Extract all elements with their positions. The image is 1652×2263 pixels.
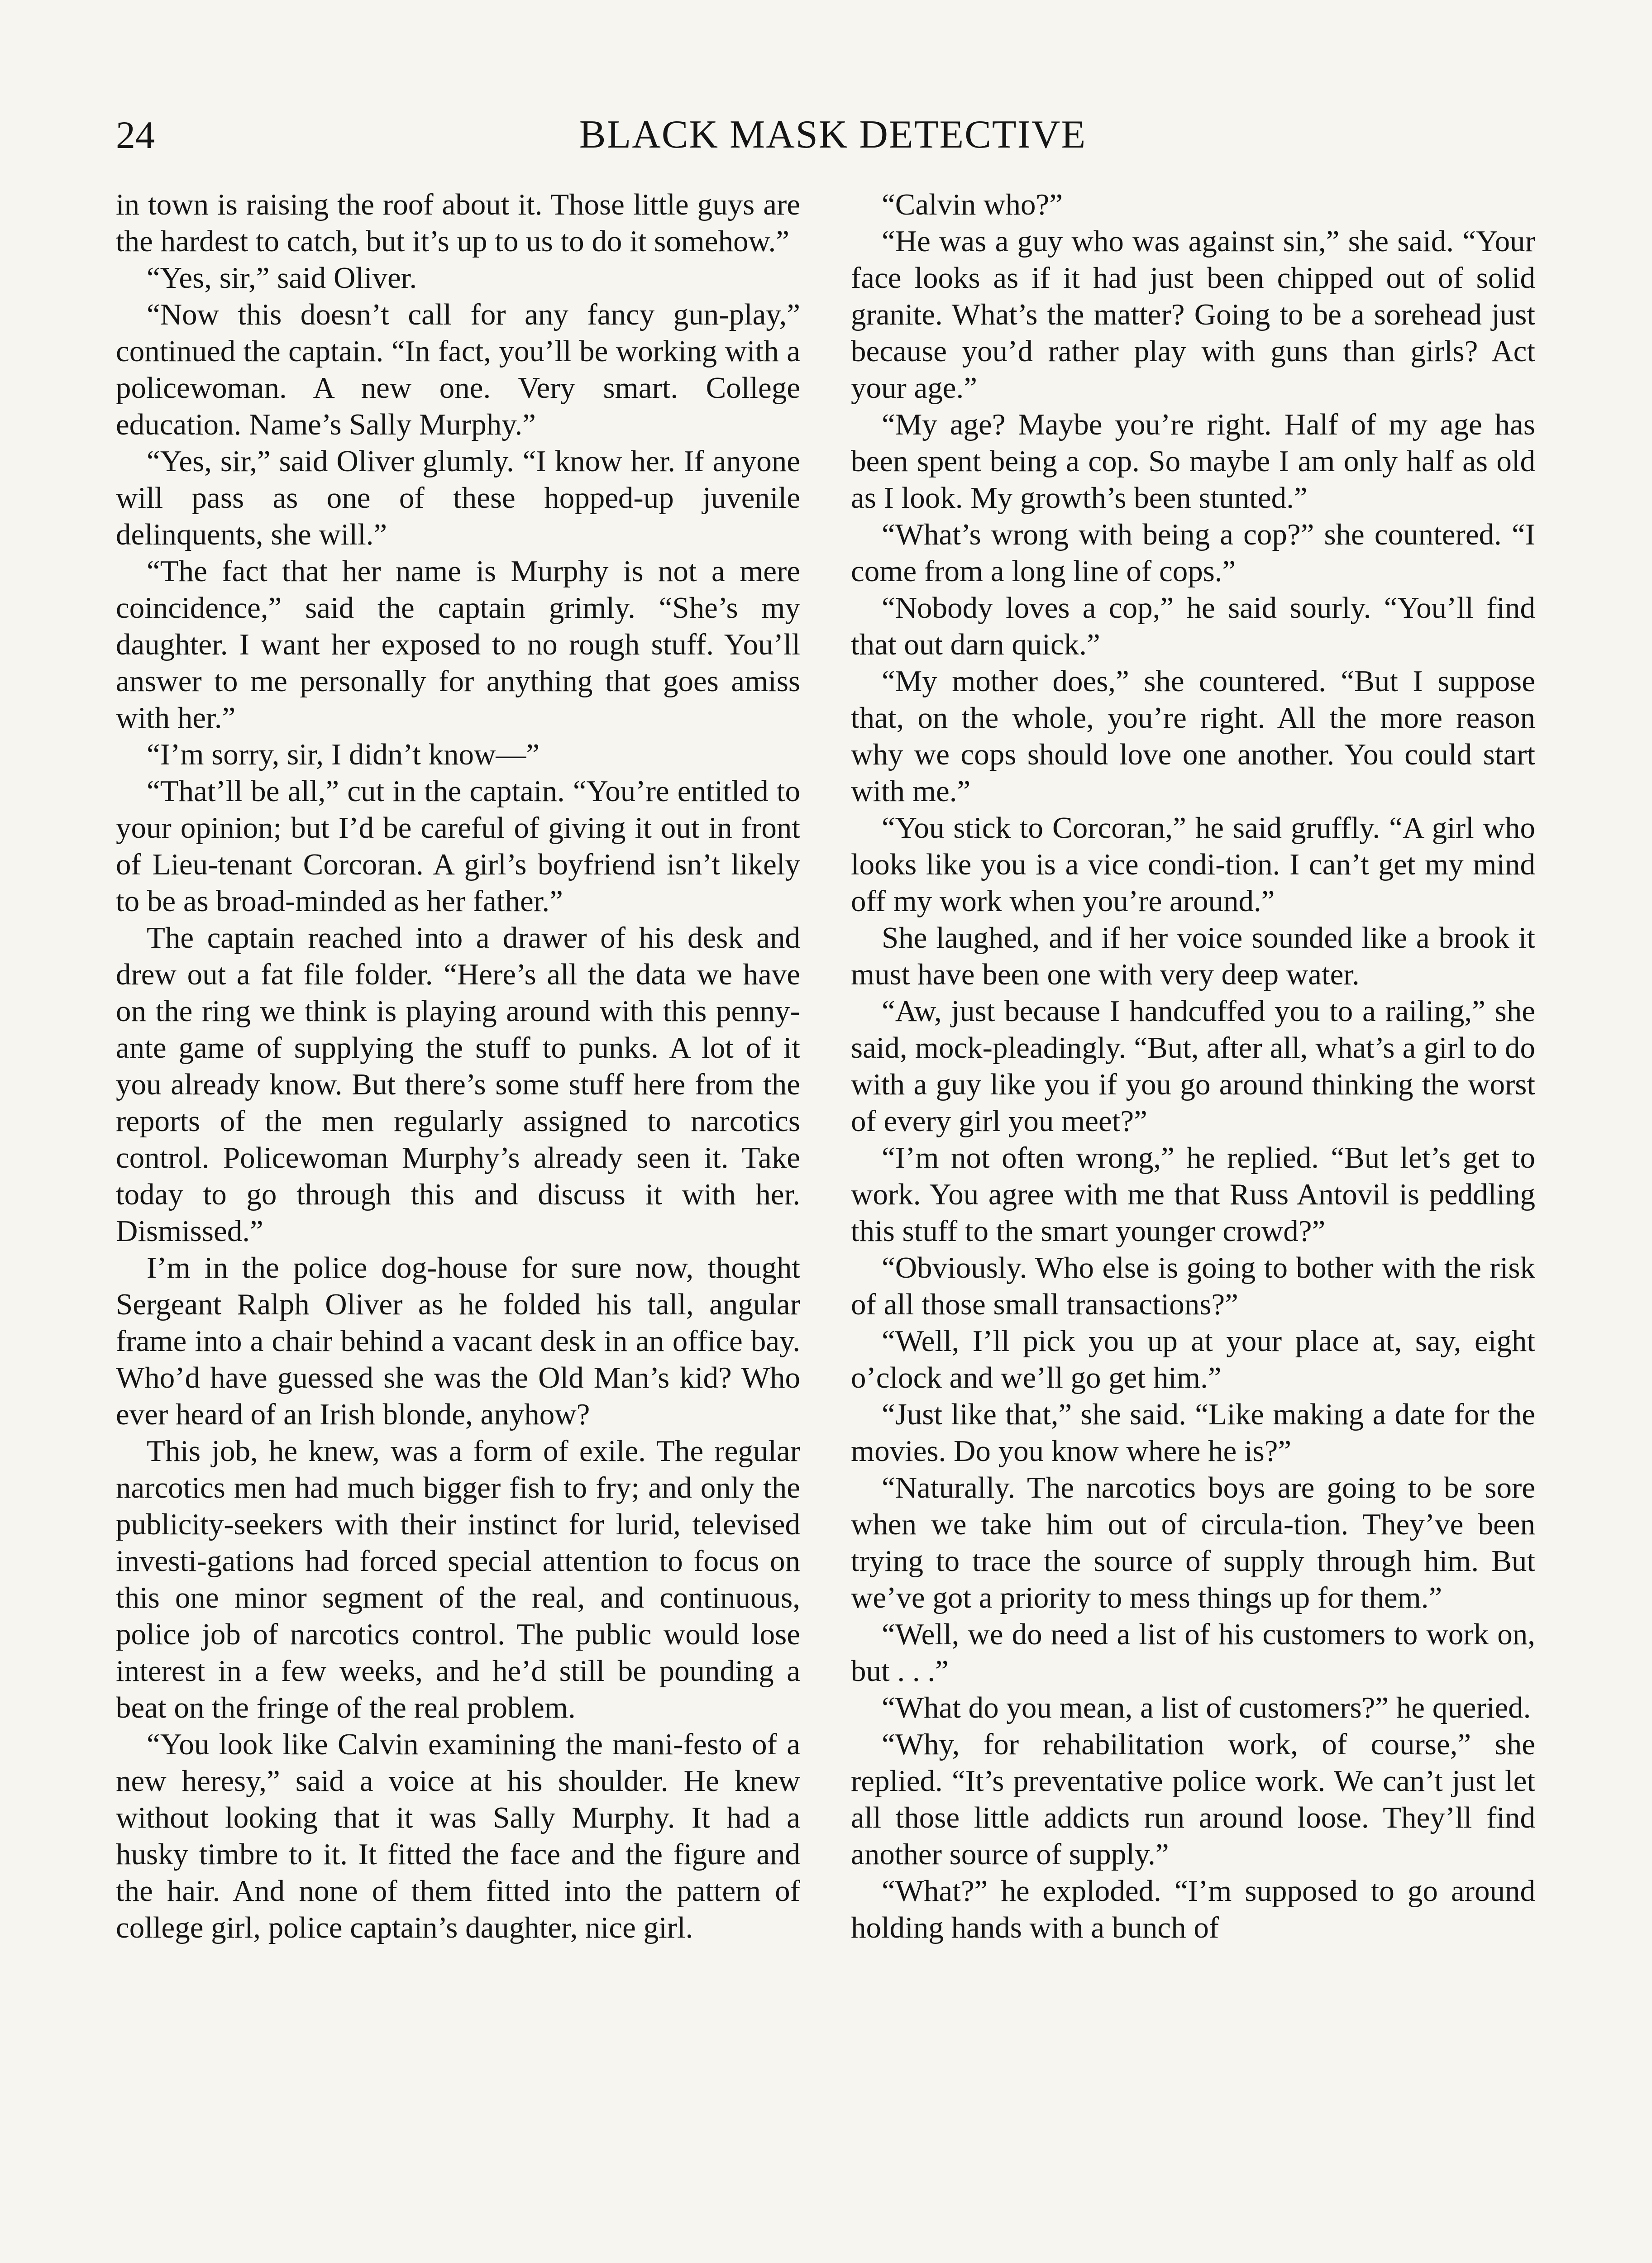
paragraph: “What?” he exploded. “I’m supposed to go around holding hands with a bunch of bbox=[851, 1874, 1535, 1944]
paragraph: The captain reached into a drawer of his desk and drew out a fat file folder. “Here’s all the data we have on the ring we think is playing around with this penny-ante game of supplying the stuff to punks. A lot of it you already know. But there’s some stuff here from the reports of the men regularly assigned to narcotics control. Policewoman Murphy’s already seen it. Take today to go through this and discuss it with her. Dismissed.” bbox=[116, 921, 800, 1248]
page-header bbox=[116, 108, 1550, 162]
paragraph: in town is raising the roof about it. Those little guys are the hardest to catch, but it’s up to us to do it somehow.” bbox=[116, 188, 800, 258]
paragraph: “What do you mean, a list of customers?” he queried. bbox=[882, 1691, 1531, 1724]
paragraph: “That’ll be all,” cut in the captain. “You’re entitled to your opinion; but I’d be careful of giving it out in front of Lieu-tenant Corcoran. A girl’s boyfriend isn’t likely to be as broad-minded as her father.” bbox=[116, 774, 800, 918]
paragraph: “Calvin who?” bbox=[882, 188, 1063, 221]
paragraph: “Just like that,” she said. “Like making a date for the movies. Do you know where he is?” bbox=[851, 1398, 1535, 1468]
text-column-left bbox=[116, 186, 800, 1946]
paragraph: “Yes, sir,” said Oliver glumly. “I know her. If anyone will pass as one of these hopped-up juvenile delinquents, she will.” bbox=[116, 444, 800, 551]
paragraph: This job, he knew, was a form of exile. The regular narcotics men had much bigger fish to fry; and only the publicity-seekers with their instinct for lurid, televised investi-gations had forced special attention to focus on this one minor segment of the real, and continuous, police job of narcotics control. The public would lose interest in a few weeks, and he’d still be pounding a beat on the fringe of the real problem. bbox=[116, 1434, 800, 1724]
paragraph: “Obviously. Who else is going to bother with the risk of all those small transactions?” bbox=[851, 1251, 1535, 1321]
paragraph: I’m in the police dog-house for sure now, thought Sergeant Ralph Oliver as he folded his tall, angular frame into a chair behind a vacant desk in an office bay. Who’d have guessed she was the Old Man’s kid? Who ever heard of an Irish blonde, anyhow? bbox=[116, 1251, 800, 1431]
paragraph: She laughed, and if her voice sounded like a brook it must have been one with very deep water. bbox=[851, 921, 1535, 991]
paragraph: “Well, I’ll pick you up at your place at, say, eight o’clock and we’ll go get him.” bbox=[851, 1324, 1535, 1394]
paragraph: “My mother does,” she countered. “But I suppose that, on the whole, you’re right. All the more reason why we cops should love one another. You could start with me.” bbox=[851, 664, 1535, 808]
paragraph: “Yes, sir,” said Oliver. bbox=[147, 261, 417, 295]
running-title: BLACK MASK DETECTIVE bbox=[579, 113, 1087, 157]
paragraph: “You stick to Corcoran,” he said gruffly. “A girl who looks like you is a vice condi-tion. I can’t get my mind off my work when you’re around.” bbox=[851, 811, 1535, 918]
paragraph: “The fact that her name is Murphy is not a mere coincidence,” said the captain grimly. “She’s my daughter. I want her exposed to no rough stuff. You’ll answer to me personally for anything that goes amiss with her.” bbox=[116, 554, 800, 735]
paragraph: “Well, we do need a list of his customers to work on, but . . .” bbox=[851, 1618, 1535, 1688]
paragraph: “Aw, just because I handcuffed you to a railing,” she said, mock-pleadingly. “But, after all, what’s a girl to do with a guy like you if you go around thinking the worst of every girl you meet?” bbox=[851, 994, 1535, 1138]
paragraph: “He was a guy who was against sin,” she said. “Your face looks as if it had just been chipped out of solid granite. What’s the matter? Going to be a sorehead just because you’d rather play with guns than girls? Act your age.” bbox=[851, 224, 1535, 405]
page-number: 24 bbox=[116, 113, 155, 157]
paragraph: “You look like Calvin examining the mani-festo of a new heresy,” said a voice at his shoulder. He knew without looking that it was Sally Murphy. It had a husky timbre to it. It fitted the face and the figure and the hair. And none of them fitted into the pattern of college girl, police captain’s daughter, nice girl. bbox=[116, 1728, 800, 1944]
paragraph: “Nobody loves a cop,” he said sourly. “You’ll find that out darn quick.” bbox=[851, 591, 1535, 661]
paragraph: “I’m sorry, sir, I didn’t know—” bbox=[147, 738, 540, 771]
paragraph: “Now this doesn’t call for any fancy gun-play,” continued the captain. “In fact, you’ll be working with a policewoman. A new one. Very smart. College education. Name’s Sally Murphy.” bbox=[116, 298, 800, 441]
text-column-right bbox=[851, 186, 1535, 1946]
paragraph: “Naturally. The narcotics boys are going to be sore when we take him out of circula-tion. They’ve been trying to trace the source of supply through him. But we’ve got a priority to mess things up for them.” bbox=[851, 1471, 1535, 1614]
paragraph: “I’m not often wrong,” he replied. “But let’s get to work. You agree with me that Russ Antovil is peddling this stuff to the smart younger crowd?” bbox=[851, 1141, 1535, 1248]
paragraph: “Why, for rehabilitation work, of course,” she replied. “It’s preventative police work. We can’t just let all those little addicts run around loose. They’ll find another source of supply.” bbox=[851, 1728, 1535, 1871]
paragraph: “What’s wrong with being a cop?” she countered. “I come from a long line of cops.” bbox=[851, 518, 1535, 588]
paragraph: “My age? Maybe you’re right. Half of my age has been spent being a cop. So maybe I am only half as old as I look. My growth’s been stunted.” bbox=[851, 408, 1535, 515]
